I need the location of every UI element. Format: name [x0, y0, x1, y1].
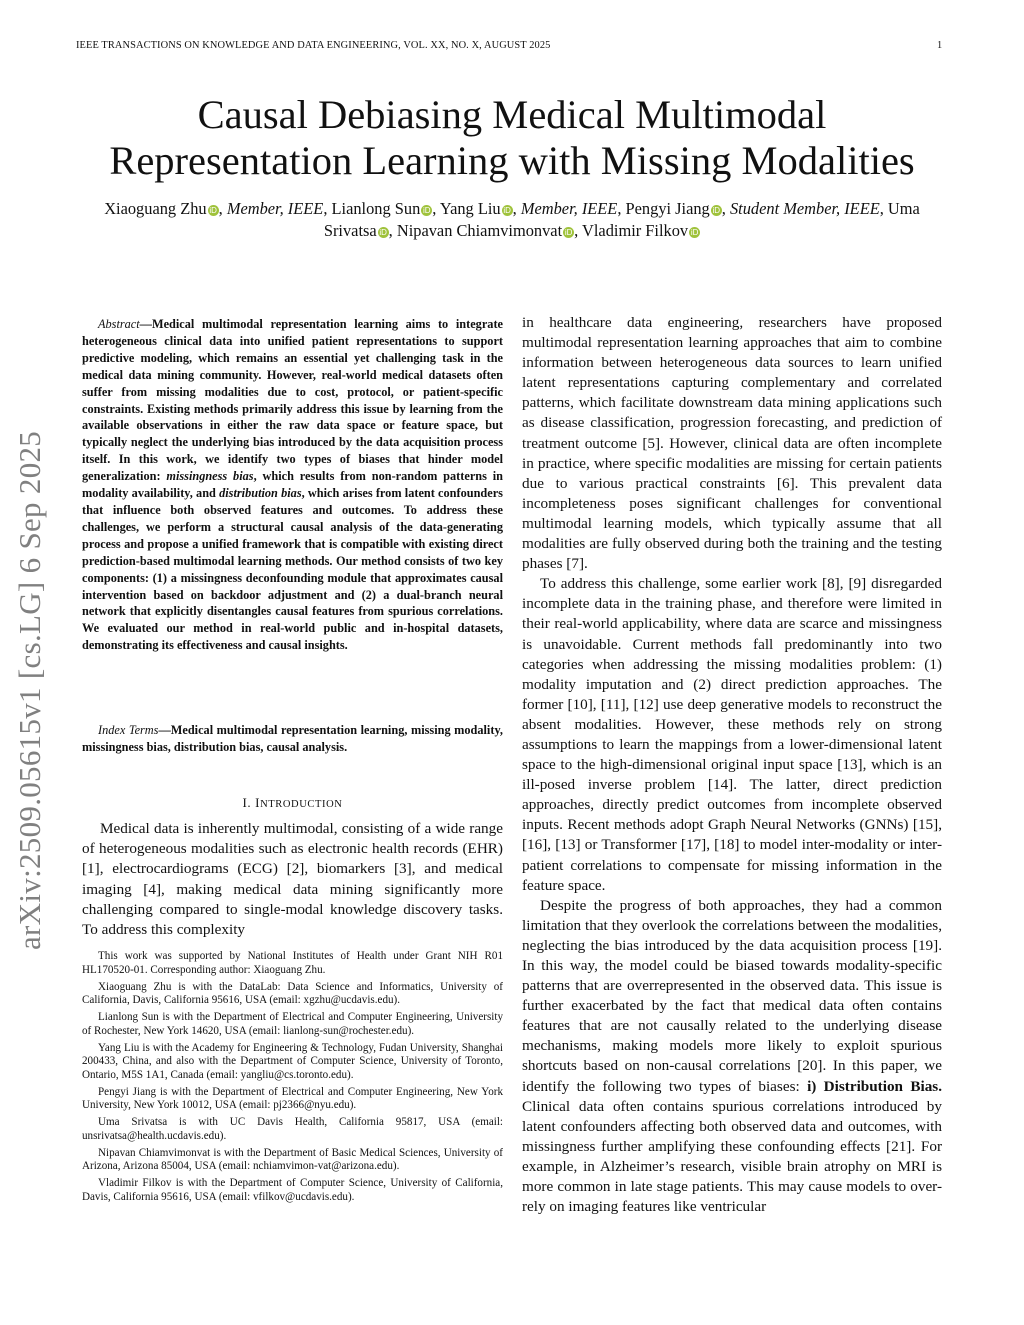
orcid-icon[interactable]: iD [209, 206, 217, 215]
footnote-affiliation: Xiaoguang Zhu is with the DataLab: Data Science and Informatics, University of California, Davis, California 95616, USA (email: xgzhu@ucdavis.edu). [82, 980, 503, 1006]
author-name: Pengyi Jiang [625, 199, 710, 218]
abstract-text-1: Medical multimodal representation learning aims to integrate heterogeneous clinical data into unified patient representations to support predictive modeling, which remains an essential yet challenging task in the medical data mining community. However, real-world medical datasets often suffer from missing modalities due to cost, protocol, or patient-specific constraints. Existing methods primarily address this issue by learning from the available observations in either the raw data space or feature space, but typically neglect the underlying bias introduced by the data acquisition process itself. In this work, we identify two types of biases that hinder model generalization: [82, 317, 503, 484]
abstract [82, 316, 503, 654]
footnote-affiliation: Lianlong Sun is with the Department of Electrical and Computer Engineering, University of Rochester, New York 14620, USA (email: lianlong-sun@rochester.edu). [82, 1011, 503, 1037]
section-first-letter: I [255, 795, 261, 810]
abstract-label: Abstract [98, 317, 140, 331]
section-title-rest: NTRODUCTION [260, 799, 343, 810]
index-terms [82, 722, 503, 756]
title-line-2: Representation Learning with Missing Modalities [109, 138, 915, 183]
footnotes [82, 950, 503, 1208]
right-column-body [522, 313, 942, 1217]
index-terms-label: Index Terms [98, 723, 159, 737]
running-head [0, 40, 1024, 56]
arxiv-stamp[interactable]: arXiv:2509.05615v1 [cs.LG] 6 Sep 2025 [12, 430, 47, 950]
author-role: Student Member, IEEE [729, 199, 880, 218]
author-name: Lianlong Sun [331, 199, 421, 218]
paper-title [60, 92, 964, 184]
body-paragraph: To address this challenge, some earlier work [8], [9] disregarded incomplete data in the training phase, and therefore were limited in their real-world applicability, where data are scarce and missingness is unavoidable. Current methods fall predominantly into two categories when addressing the missing modalities problem: (1) modality imputation and (2) direct prediction approaches. The former [10], [11], [12] use deep generative models to reconstruct the absent modalities. However, these methods rely on strong assumptions to learn the mappings from a lower-dimensional latent space to the high-dimensional original input space [13], which is an ill-posed inverse problem [14]. The latter, direct prediction approaches, directly predict outcomes from incomplete observed inputs. Recent methods adopt Graph Neural Networks (GNNs) [15], [16], [13] or Transformer [17], [18] to model inter-modality or inter-patient correlations to compensate for missing information in the feature space. [522, 575, 942, 894]
footnote-funding: This work was supported by National Institutes of Health under Grant NIH R01 HL170520-01. Corresponding author: Xiaoguang Zhu. [82, 950, 503, 976]
index-terms-text: Medical multimodal representation learning, missing modality, missingness bias, distribution bias, causal analysis. [82, 723, 503, 754]
title-line-1: Causal Debiasing Medical Multimodal [197, 92, 827, 137]
abstract-term-distribution: distribution bias [219, 486, 302, 501]
orcid-icon[interactable]: iD [564, 228, 573, 237]
author-name: Uma Srivatsa [323, 199, 920, 240]
orcid-icon[interactable]: iD [712, 206, 721, 215]
bias-heading-inline: i) Distribution Bias. [807, 1077, 942, 1095]
intro-paragraph [82, 819, 503, 940]
abstract-term-missingness: missingness bias [166, 469, 254, 484]
body-text: Clinical data often contains spurious correlations introduced by latent confounders affecting both observed data and outcomes, with missingness further amplifying these confounding effects [21]. For example, in Alzheimer’s research, visible brain atrophy on MRI is more common in late stage patients. This may cause models to over-rely on imaging features like ventricular [522, 1097, 942, 1216]
author-role: Member, IEEE [520, 199, 618, 218]
orcid-icon[interactable]: iD [379, 228, 387, 237]
abstract-text-2: , which results from non-random patterns in modality availability, and [82, 469, 503, 501]
footnote-affiliation: Yang Liu is with the Academy for Engineering & Technology, Fudan University, Shanghai 200433, China, and also with the Department of Computer Science, University of Toronto, Ontario, M5S 1A1, Canada (email: yangliu@cs.toronto.edu). [82, 1041, 503, 1081]
page-number: 1 [937, 40, 943, 51]
footnote-affiliation: Vladimir Filkov is with the Department of Computer Science, University of California, Davis, California 95616, USA (email: vfilkov@ucdavis.edu). [82, 1177, 503, 1203]
author-name: Yang Liu [439, 199, 501, 218]
orcid-icon[interactable]: iD [423, 206, 431, 215]
abstract-text-3: , which arises from latent confounders that influence both observed features and outcomes. To address these challenges, we perform a structural causal analysis of the data-generating process and propose a unified framework that is compatible with existing direct prediction-based multimodal learning methods. Our method consists of two key components: (1) a missingness deconfounding module that approximates causal intervention based on backdoor adjustment and (2) a dual-branch neural network that explicitly disentangles causal features from spurious correlations. We evaluated our method in real-world public and in-hospital datasets, demonstrating its effectiveness and causal insights. [82, 486, 503, 653]
author-role: Member, IEEE [226, 199, 324, 218]
body-paragraph: in healthcare data engineering, researchers have proposed multimodal representation learning approaches that aim to combine information between heterogeneous data sources to learn unified latent representations capturing complementary and correlated patterns, which facilitate downstream data mining applications such as disease classification, progression forecasting, and prediction of treatment outcome [5]. However, clinical data are often incomplete in practice, where specific modalities are missing for certain patients due to various practical constraints [6]. This prevalent data incompleteness poses significant challenges for conventional multimodal learning models, which typically assume that all modalities are fully observed during both the training and the testing phases [7]. [522, 314, 942, 573]
index-terms-dash: — [158, 723, 171, 737]
author-list: Xiaoguang Zhu iD , Member, IEEE, Lianlong Sun iD , Yang Liu iD , Member, IEEE, Pengyi Jiang iD , Student Member, IEEE, Uma Srivatsa iD , Nipavan Chiamvimonvat iD , Vladimir Filkov iD [104, 199, 920, 240]
body-paragraph [522, 896, 942, 1218]
footnote-affiliation: Pengyi Jiang is with the Department of Electrical and Computer Engineering, New York University, New York 10012, USA (email: pj2366@nyu.edu). [82, 1085, 503, 1111]
author-name: Nipavan Chiamvimonvat [396, 221, 563, 240]
orcid-icon[interactable]: iD [503, 206, 511, 215]
author-name: Xiaoguang Zhu [104, 199, 207, 218]
body-text: Despite the progress of both approaches, they had a common limitation that they overlook the correlations between the modalities, neglecting the bias introduced by the data acquisition process [19]. In this way, the model could be biased towards modality-specific patterns that are overrepresented in the observed data. This issue is further exacerbated by the fact that medical data often contains features that are not causally related to the underlying disease mechanisms, making models more likely to exploit spurious shortcuts based on non-causal correlations [20]. In this paper, we identify the following two types of biases: [522, 896, 942, 1095]
footnote-affiliation: Uma Srivatsa is with UC Davis Health, California 95817, USA (email: unsrivatsa@health.ucdavis.edu). [82, 1116, 503, 1142]
journal-header: IEEE TRANSACTIONS ON KNOWLEDGE AND DATA ENGINEERING, VOL. XX, NO. X, AUGUST 2025 [76, 40, 551, 51]
intro-text: Medical data is inherently multimodal, consisting of a wide range of heterogeneous modalities such as electronic health records (EHR) [1], electrocardiograms (ECG) [2], biomarkers [3], and medical imaging [4], making medical data mining significantly more challenging compared to single-modal knowledge discovery tasks. To address this complexity [82, 820, 503, 939]
abstract-dash: — [139, 317, 152, 331]
orcid-icon[interactable]: iD [690, 228, 699, 237]
section-numeral: I. [242, 795, 252, 810]
section-heading [82, 795, 503, 811]
author-name: Vladimir Filkov [582, 221, 689, 240]
footnote-affiliation: Nipavan Chiamvimonvat is with the Department of Basic Medical Sciences, University of Arizona, Arizona 85004, USA (email: nchiamvimon-vat@arizona.edu). [82, 1146, 503, 1172]
